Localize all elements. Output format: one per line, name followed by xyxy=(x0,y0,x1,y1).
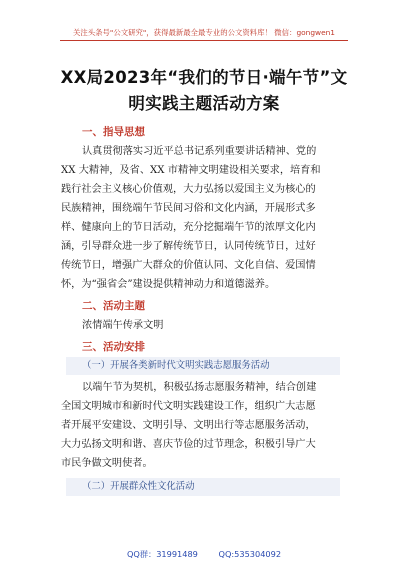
paragraph-line: 大力弘扬文明和谐、喜庆节俭的过节理念，积极引导广大 xyxy=(61,439,316,450)
section-heading-arrangements: 三、活动安排 xyxy=(82,341,145,353)
subsection-heading-volunteer: （一）开展各类新时代文明实践志愿服务活动 xyxy=(66,357,340,375)
header-divider xyxy=(60,40,348,41)
section-heading-theme: 二、活动主题 xyxy=(82,300,145,312)
paragraph-line: 样、健康向上的节日活动，充分挖掘端午节的浓厚文化内 xyxy=(61,222,316,233)
paragraph-line: 市民争做文明使者。 xyxy=(61,458,153,469)
subsection-heading-cultural: （二）开展群众性文化活动 xyxy=(66,478,340,496)
paragraph-line: 全国文明城市和新时代文明实践建设工作，组织广大志愿 xyxy=(61,401,316,412)
paragraph-line: 传统节日，增强广大群众的价值认同、文化自信、爱国情 xyxy=(61,260,316,271)
paragraph-line: 以端午节为契机，积极弘扬志愿服务精神，结合创建 xyxy=(82,382,317,393)
header-notice: 关注头条号"公文研究"，获得最新最全最专业的公文资料库！ 微信：gongwen1 xyxy=(72,28,336,37)
paragraph-line: 者开展平安建设、文明引导、文明出行等志愿服务活动， xyxy=(61,420,316,431)
footer-qq: QQ:535304092 xyxy=(218,549,282,559)
theme-text: 浓情端午传承文明 xyxy=(82,320,164,331)
document-title-line-2: 明实践主题活动方案 xyxy=(128,94,280,113)
document-title-line-1: XX局2023年“我们的节日·端午节”文 xyxy=(60,68,348,87)
section-heading-guiding-ideology: 一、指导思想 xyxy=(82,126,145,138)
paragraph-line: 涵，引导群众进一步了解传统节日，认同传统节日，过好 xyxy=(61,241,316,252)
paragraph-line: XX 大精神，及省、XX 市精神文明建设相关要求，培育和 xyxy=(61,165,321,176)
paragraph-line: 践行社会主义核心价值观，大力弘扬以爱国主义为核心的 xyxy=(61,184,316,195)
footer-qq-group: QQ群：31991489 xyxy=(126,549,198,559)
paragraph-line: 怀，为“强省会”建设提供精神动力和道德滋养。 xyxy=(61,279,276,290)
paragraph-line: 民族精神，围绕端午节民间习俗和文化内涵，开展形式多 xyxy=(61,203,316,214)
footer-contact xyxy=(0,549,408,560)
paragraph-line: 认真贯彻落实习近平总书记系列重要讲话精神、党的 xyxy=(82,146,317,157)
